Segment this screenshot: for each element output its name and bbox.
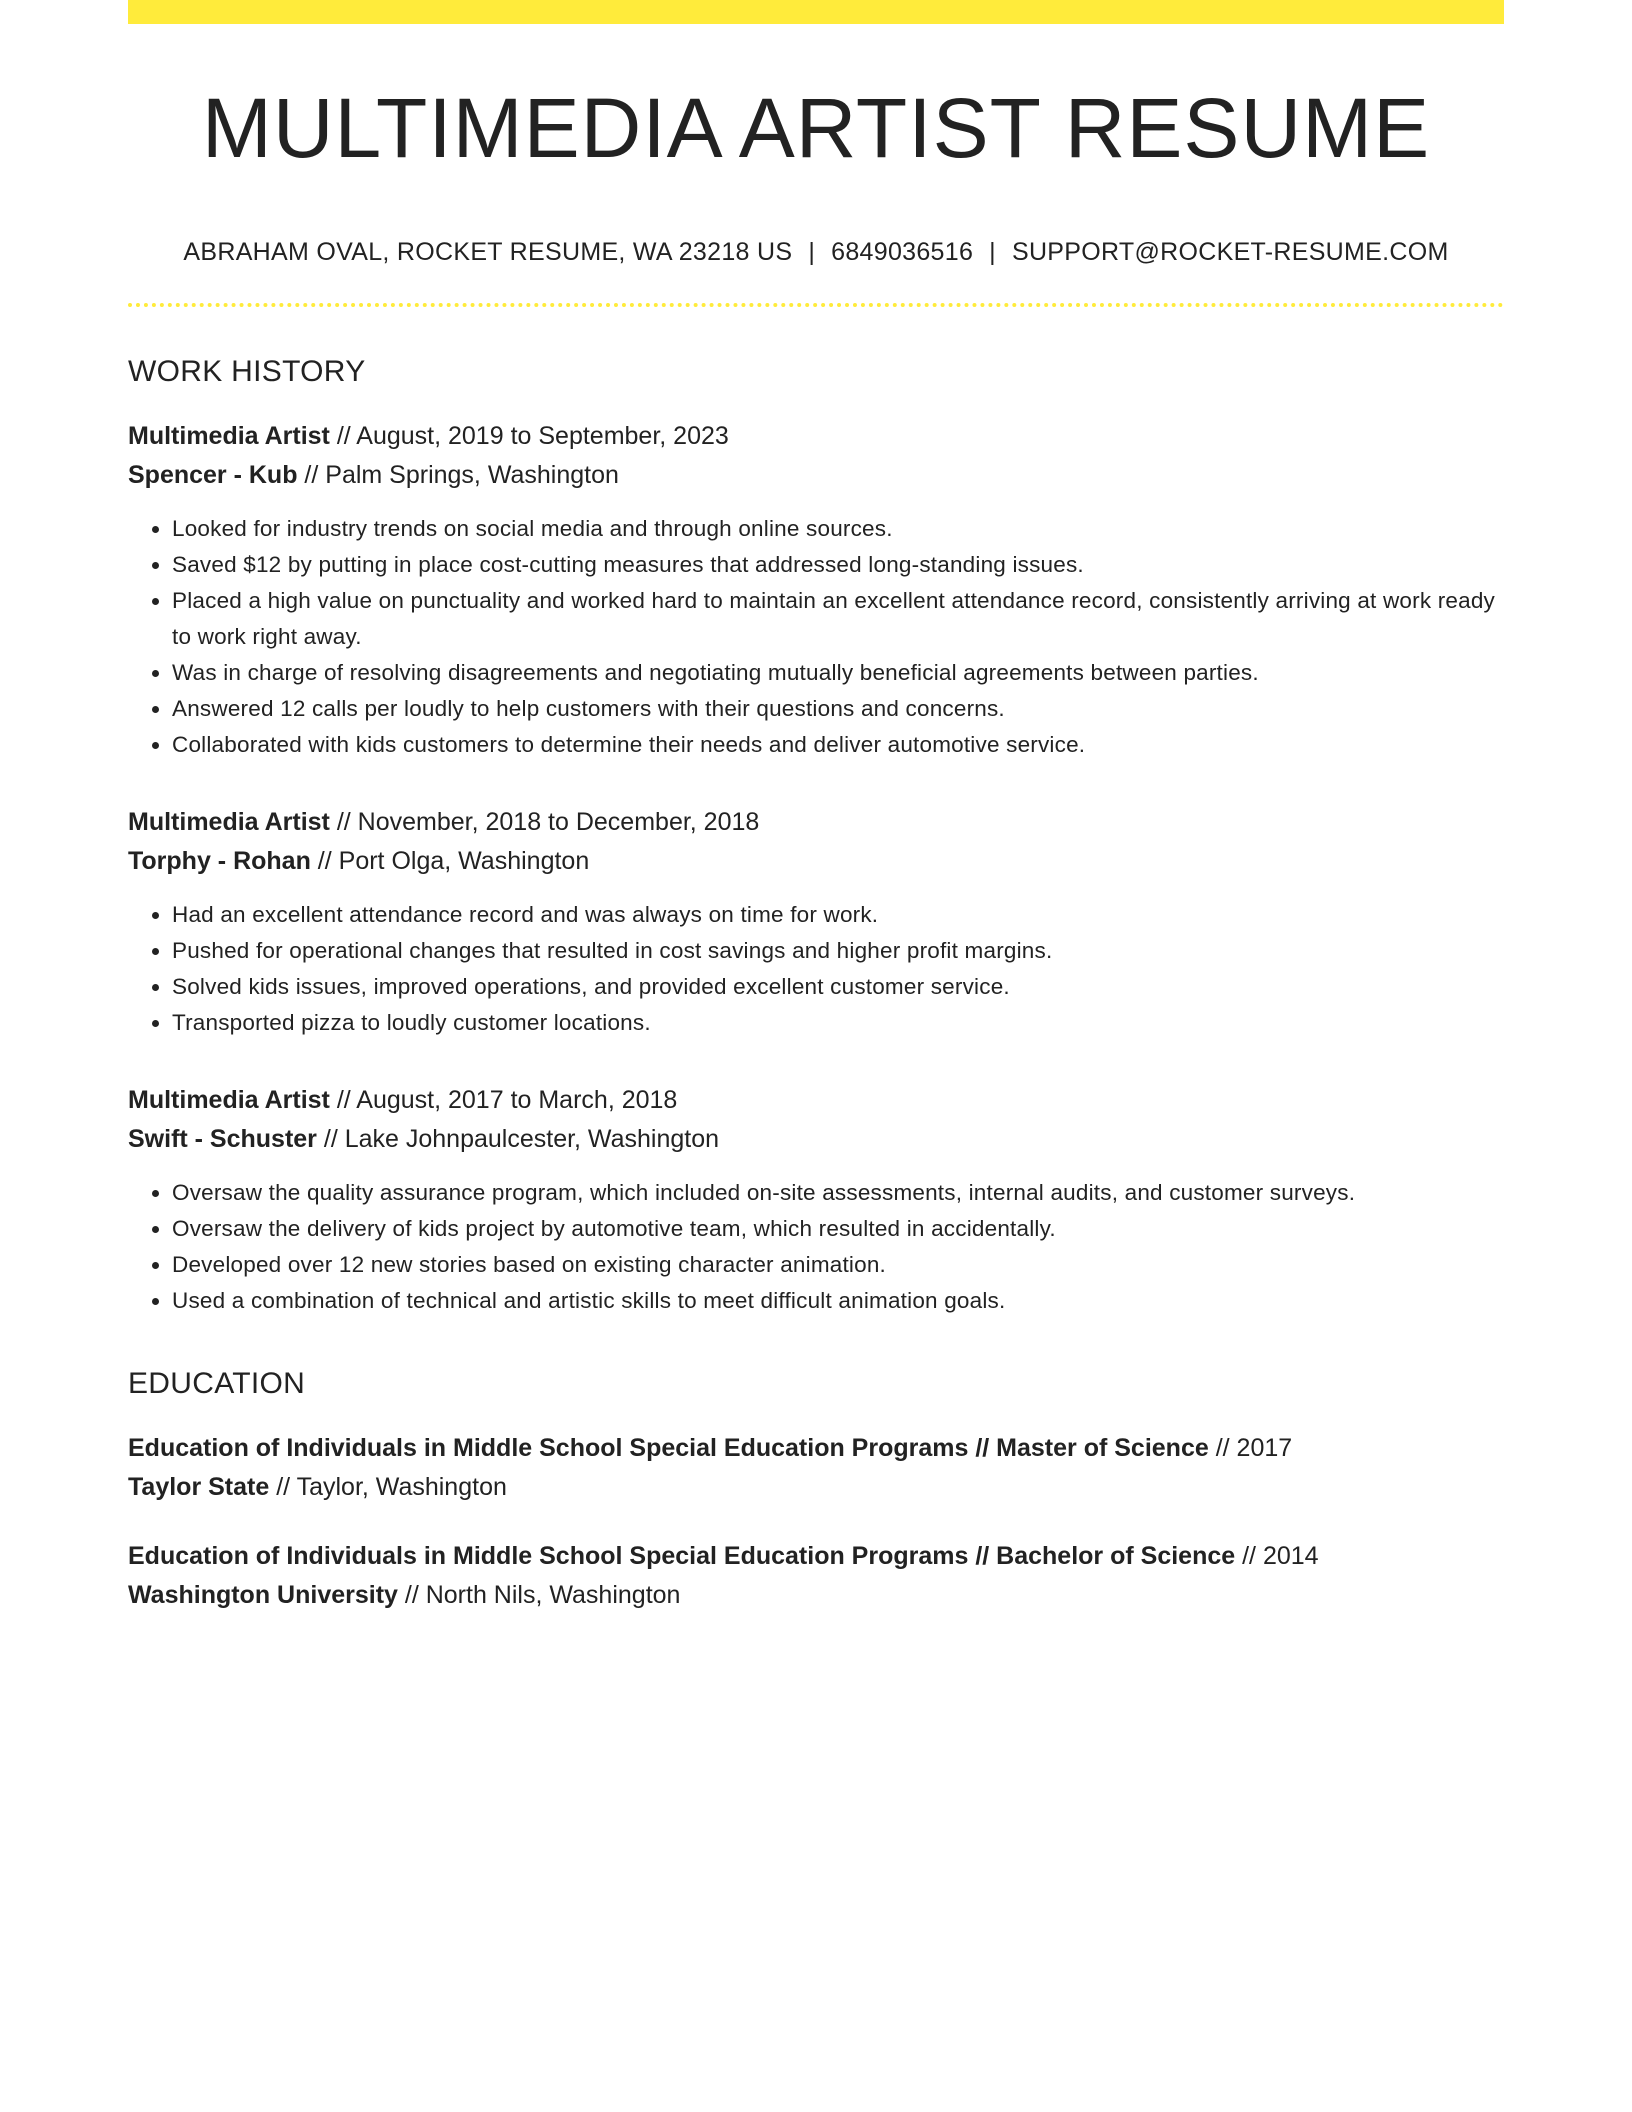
job-company-line (128, 1120, 1504, 1159)
list-item: • Oversaw the delivery of kids project by automotive team, which resulted in accidentally. (172, 1211, 1504, 1247)
job-title: Multimedia Artist (128, 1086, 330, 1114)
education-heading: EDUCATION (128, 1367, 306, 1400)
list-item: • Pushed for operational changes that resulted in cost savings and higher profit margins. (172, 933, 1504, 969)
job-entry (128, 1081, 1504, 1319)
education-location: // North Nils, Washington (397, 1581, 681, 1609)
education-program: Education of Individuals in Middle School Special Education Programs // Master of Science (128, 1434, 1209, 1462)
contact-separator: | (989, 238, 996, 266)
contact-line (128, 240, 1504, 265)
list-item: • Looked for industry trends on social media and through online sources. (172, 511, 1504, 547)
job-bullets (128, 511, 1504, 763)
list-item: • Transported pizza to loudly customer locations. (172, 1005, 1504, 1041)
education-school-line (128, 1468, 1504, 1507)
job-company-line (128, 456, 1504, 495)
education-program: Education of Individuals in Middle School Special Education Programs // Bachelor of Science (128, 1542, 1236, 1570)
job-title-line (128, 803, 1504, 842)
job-dates: // November, 2018 to December, 2018 (329, 808, 760, 836)
job-location: // Palm Springs, Washington (297, 461, 619, 489)
list-item: • Placed a high value on punctuality and worked hard to maintain an excellent attendance record, consistently arriving at work ready to work right away. (172, 583, 1504, 655)
list-item: • Collaborated with kids customers to determine their needs and deliver automotive service. (172, 727, 1504, 763)
education-program-line (128, 1537, 1504, 1576)
dotted-divider (128, 303, 1504, 307)
list-item: • Developed over 12 new stories based on existing character animation. (172, 1247, 1504, 1283)
list-item: • Had an excellent attendance record and was always on time for work. (172, 897, 1504, 933)
contact-separator: | (808, 238, 816, 266)
education-school: Washington University (128, 1581, 398, 1609)
education-location: // Taylor, Washington (269, 1473, 507, 1501)
job-dates: // August, 2017 to March, 2018 (329, 1086, 678, 1114)
job-bullets (128, 1175, 1504, 1319)
education-school-line (128, 1576, 1504, 1615)
contact-phone: 6849036516 (831, 238, 974, 266)
work-history-heading: WORK HISTORY (128, 355, 366, 388)
job-company: Torphy - Rohan (128, 847, 311, 875)
job-entry (128, 417, 1504, 763)
job-company: Swift - Schuster (128, 1125, 317, 1153)
job-location: // Lake Johnpaulcester, Washington (316, 1125, 720, 1153)
job-company-line (128, 842, 1504, 881)
list-item: • Solved kids issues, improved operations, and provided excellent customer service. (172, 969, 1504, 1005)
list-item: • Saved $12 by putting in place cost-cutting measures that addressed long-standing issues. (172, 547, 1504, 583)
job-title: Multimedia Artist (128, 808, 330, 836)
job-title-line (128, 417, 1504, 456)
list-item: • Answered 12 calls per loudly to help customers with their questions and concerns. (172, 691, 1504, 727)
contact-address: ABRAHAM OVAL, ROCKET RESUME, WA 23218 US (183, 238, 793, 266)
education-year: // 2014 (1235, 1542, 1319, 1570)
accent-bar (128, 0, 1504, 24)
education-program-line (128, 1429, 1504, 1468)
job-bullets (128, 897, 1504, 1041)
list-item: • Oversaw the quality assurance program, which included on-site assessments, internal audits, and customer surveys. (172, 1175, 1504, 1211)
list-item: • Used a combination of technical and artistic skills to meet difficult animation goals. (172, 1283, 1504, 1319)
job-location: // Port Olga, Washington (310, 847, 590, 875)
resume-title: MULTIMEDIA ARTIST RESUME (201, 81, 1431, 175)
job-dates: // August, 2019 to September, 2023 (329, 422, 729, 450)
education-entry (128, 1429, 1504, 1507)
list-item: • Was in charge of resolving disagreements and negotiating mutually beneficial agreements between parties. (172, 655, 1504, 691)
job-title-line (128, 1081, 1504, 1120)
education-entry (128, 1537, 1504, 1615)
job-entry (128, 803, 1504, 1041)
contact-email: SUPPORT@ROCKET-RESUME.COM (1011, 238, 1449, 266)
resume-page (128, 0, 1504, 1615)
education-school: Taylor State (128, 1473, 270, 1501)
job-title: Multimedia Artist (128, 422, 330, 450)
education-year: // 2017 (1208, 1434, 1293, 1462)
job-company: Spencer - Kub (128, 461, 298, 489)
